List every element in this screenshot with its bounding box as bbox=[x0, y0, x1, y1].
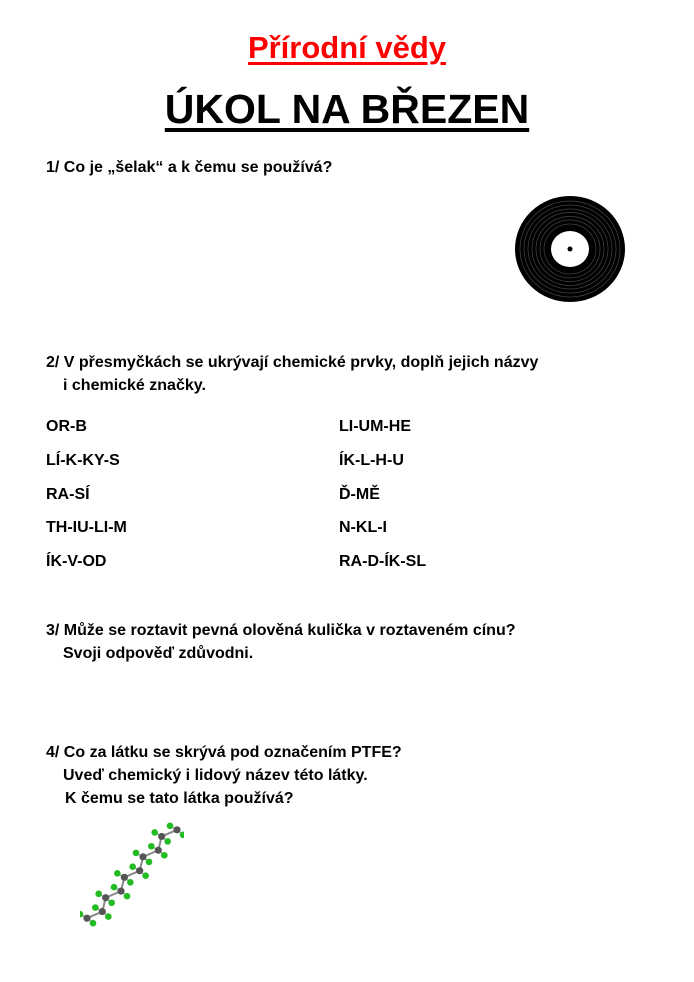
carbon-atom bbox=[117, 888, 124, 895]
fluorine-atom bbox=[161, 852, 168, 859]
question-2-line-1: 2/ V přesmyčkách se ukrývají chemické prvky, doplň jejich názvy bbox=[46, 354, 539, 371]
anagram-left-5: ÍK-V-OD bbox=[46, 553, 107, 570]
carbon-atom bbox=[99, 908, 106, 915]
question-2 bbox=[46, 351, 538, 397]
anagram-right-1: LI-UM-HE bbox=[339, 418, 411, 435]
question-3 bbox=[46, 619, 516, 665]
question-4-line-3: K čemu se tato látka používá? bbox=[65, 790, 294, 807]
fluorine-atom bbox=[146, 859, 153, 866]
question-4 bbox=[46, 741, 402, 810]
fluorine-atom bbox=[133, 850, 140, 857]
question-1 bbox=[46, 156, 332, 179]
anagram-left-4: TH-IU-LI-M bbox=[46, 519, 127, 536]
ptfe-molecule-icon bbox=[80, 820, 184, 930]
question-4-line-2: Uveď chemický i lidový název této látky. bbox=[63, 767, 368, 784]
carbon-atom bbox=[173, 826, 180, 833]
fluorine-atom bbox=[151, 829, 158, 836]
anagram-left-1: OR-B bbox=[46, 418, 87, 435]
fluorine-atom bbox=[92, 904, 99, 911]
fluorine-atom bbox=[105, 913, 112, 920]
fluorine-atom bbox=[114, 870, 121, 877]
vinyl-record-icon bbox=[514, 195, 626, 303]
carbon-atom bbox=[121, 874, 128, 881]
fluorine-atom bbox=[95, 890, 102, 897]
question-4-line-1: 4/ Co za látku se skrývá pod označením PTFE? bbox=[46, 744, 402, 761]
anagram-left-3: RA-SÍ bbox=[46, 486, 90, 503]
page-title: ÚKOL NA BŘEZEN bbox=[164, 86, 530, 132]
carbon-atom bbox=[155, 847, 162, 854]
carbon-atom bbox=[83, 915, 90, 922]
question-3-line-2: Svoji odpověď zdůvodni. bbox=[63, 645, 254, 662]
fluorine-atom bbox=[90, 920, 97, 927]
fluorine-atom bbox=[108, 899, 115, 906]
fluorine-atom bbox=[164, 838, 171, 845]
question-3-line-1: 3/ Může se roztavit pevná olověná kulička v roztaveném cínu? bbox=[46, 622, 516, 639]
fluorine-atom bbox=[167, 823, 174, 830]
anagram-right-5: RA-D-ÍK-SL bbox=[339, 553, 427, 570]
fluorine-atom bbox=[127, 879, 134, 886]
fluorine-atom bbox=[142, 872, 149, 879]
anagram-left-2: LÍ-K-KY-S bbox=[46, 452, 120, 469]
fluorine-atom bbox=[124, 893, 131, 900]
carbon-atom bbox=[139, 853, 146, 860]
question-2-line-2: i chemické značky. bbox=[63, 377, 206, 394]
anagram-right-2: ÍK-L-H-U bbox=[339, 452, 404, 469]
carbon-atom bbox=[158, 833, 165, 840]
anagram-right-4: N-KL-I bbox=[339, 519, 387, 536]
carbon-atom bbox=[136, 867, 143, 874]
question-1-text: 1/ Co je „šelak“ a k čemu se používá? bbox=[46, 159, 333, 176]
carbon-atom bbox=[102, 894, 109, 901]
anagram-right-3: Ď-MĚ bbox=[339, 486, 380, 503]
fluorine-atom bbox=[148, 843, 155, 850]
subject-heading: Přírodní vědy bbox=[247, 30, 447, 65]
fluorine-atom bbox=[129, 863, 136, 870]
fluorine-atom bbox=[111, 884, 118, 891]
